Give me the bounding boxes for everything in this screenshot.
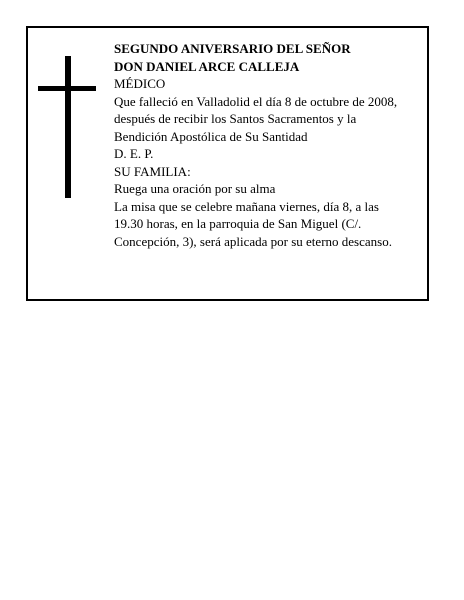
notice-profession: MÉDICO: [114, 76, 166, 91]
notice-prayer-request: Ruega una oración por su alma: [114, 181, 276, 196]
notice-rip: D. E. P.: [114, 146, 154, 161]
notice-body-line: Que falleció en Valladolid el día 8 de octubre de 2008,: [114, 93, 398, 109]
cross-icon: [38, 56, 96, 198]
notice-mass-line: La misa que se celebre mañana viernes, día 8, a las: [114, 198, 379, 214]
notice-family-label: SU FAMILIA:: [114, 163, 191, 179]
notice-mass-line: 19.30 horas, en la parroquia de San Miguel (C/.: [114, 216, 362, 231]
notice-text: [114, 40, 420, 250]
notice-body-line: Bendición Apostólica de Su Santidad: [114, 128, 308, 144]
notice-mass-line: Concepción, 3), será aplicada por su eterno descanso.: [114, 233, 392, 249]
notice-heading-line-2: DON DANIEL ARCE CALLEJA: [114, 58, 300, 74]
notice-body-line: después de recibir los Santos Sacramentos y la: [114, 111, 357, 126]
obituary-notice: [26, 26, 429, 301]
cross-horizontal-bar: [38, 86, 96, 91]
notice-heading-line-1: SEGUNDO ANIVERSARIO DEL SEÑOR: [114, 41, 351, 56]
cross-vertical-bar: [65, 56, 71, 198]
